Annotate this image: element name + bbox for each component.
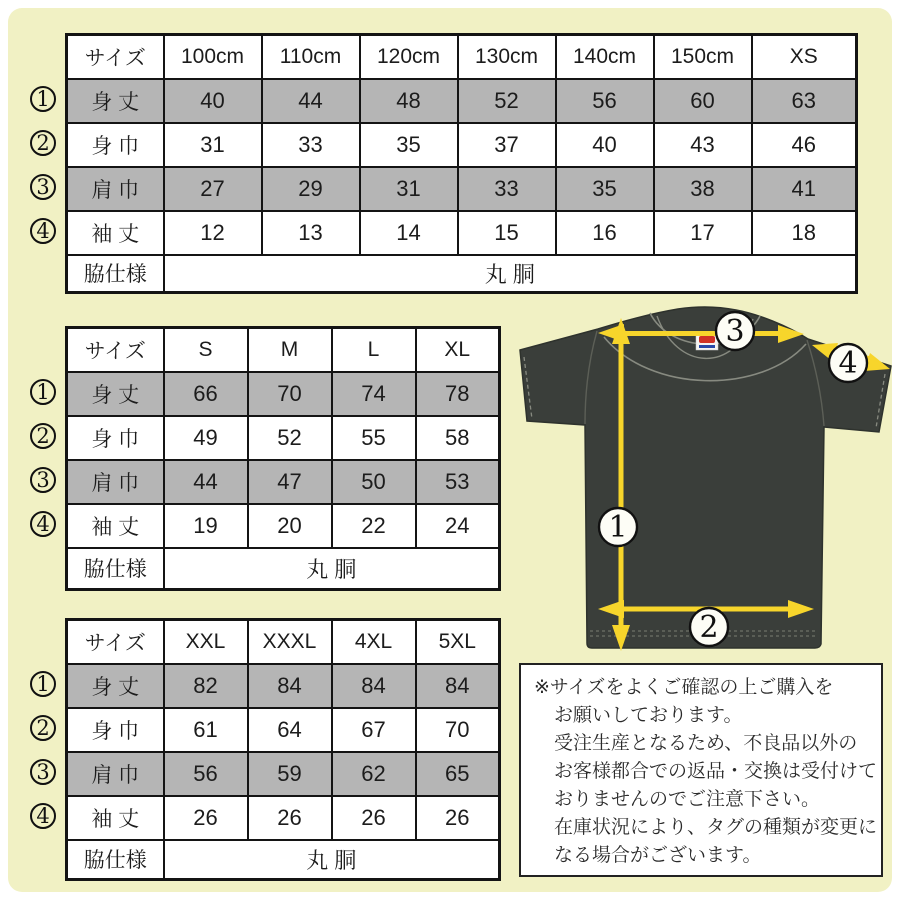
value-cell: 24 — [416, 504, 500, 548]
value-cell: 61 — [164, 708, 248, 752]
marker-2-digit: 2 — [699, 610, 719, 645]
row-label-cell: 身 巾 — [67, 416, 164, 460]
value-cell: 67 — [332, 708, 416, 752]
value-cell: 12 — [164, 211, 262, 255]
footer-value-cell: 丸 胴 — [164, 255, 857, 293]
value-cell: 82 — [164, 664, 248, 708]
column-header-cell: XXXL — [248, 620, 332, 664]
marker-circle-4 — [829, 344, 867, 382]
row-label-cell: 肩 巾 — [67, 460, 164, 504]
value-cell: 15 — [458, 211, 556, 255]
value-cell: 33 — [458, 167, 556, 211]
value-cell: 66 — [164, 372, 248, 416]
note-line: なる場合がございます。 — [554, 845, 762, 866]
value-cell: 50 — [332, 460, 416, 504]
value-cell: 58 — [416, 416, 500, 460]
note-line: お願いしております。 — [554, 705, 743, 726]
value-cell: 27 — [164, 167, 262, 211]
value-cell: 37 — [458, 123, 556, 167]
measure-row — [67, 372, 500, 416]
size-header-cell: サイズ — [67, 35, 164, 79]
marker-circle-2 — [690, 608, 728, 646]
row-label-cell: 肩 巾 — [67, 167, 164, 211]
value-cell: 84 — [248, 664, 332, 708]
row-label-cell: 身 巾 — [67, 708, 164, 752]
row-label-cell: 袖 丈 — [67, 504, 164, 548]
column-header-cell: S — [164, 328, 248, 372]
measure-row — [67, 664, 500, 708]
row-marker-3: 3 — [30, 467, 56, 493]
marker-circle-1 — [599, 508, 637, 546]
value-cell: 14 — [360, 211, 458, 255]
row-label-cell: 身 丈 — [67, 372, 164, 416]
value-cell: 70 — [416, 708, 500, 752]
footer-label-cell: 脇仕様 — [67, 548, 164, 590]
column-header-cell: 140cm — [556, 35, 654, 79]
value-cell: 60 — [654, 79, 752, 123]
measure-row — [67, 79, 857, 123]
value-cell: 56 — [164, 752, 248, 796]
value-cell: 46 — [752, 123, 857, 167]
value-cell: 47 — [248, 460, 332, 504]
row-label-cell: 身 巾 — [67, 123, 164, 167]
row-marker-2: 2 — [30, 423, 56, 449]
footer-label-cell: 脇仕様 — [67, 840, 164, 880]
size-table-kids — [65, 33, 858, 294]
value-cell: 48 — [360, 79, 458, 123]
measure-row — [67, 796, 500, 840]
footer-value-cell: 丸 胴 — [164, 548, 500, 590]
row-marker-1: 1 — [30, 379, 56, 405]
note-line: おりませんのでご注意下さい。 — [554, 789, 821, 810]
column-header-cell: L — [332, 328, 416, 372]
footer-label-cell: 脇仕様 — [67, 255, 164, 293]
size-header-cell: サイズ — [67, 328, 164, 372]
value-cell: 31 — [164, 123, 262, 167]
value-cell: 18 — [752, 211, 857, 255]
tshirt-diagram — [500, 293, 900, 665]
row-label-cell: 袖 丈 — [67, 796, 164, 840]
measure-row — [67, 752, 500, 796]
marker-4-digit: 4 — [838, 346, 858, 381]
row-label-cell: 肩 巾 — [67, 752, 164, 796]
row-marker-3: 3 — [30, 759, 56, 785]
measure-row — [67, 123, 857, 167]
value-cell: 49 — [164, 416, 248, 460]
value-cell: 84 — [416, 664, 500, 708]
column-header-cell: 5XL — [416, 620, 500, 664]
value-cell: 64 — [248, 708, 332, 752]
value-cell: 41 — [752, 167, 857, 211]
value-cell: 38 — [654, 167, 752, 211]
value-cell: 62 — [332, 752, 416, 796]
value-cell: 26 — [164, 796, 248, 840]
row-label-cell: 袖 丈 — [67, 211, 164, 255]
value-cell: 52 — [458, 79, 556, 123]
value-cell: 29 — [262, 167, 360, 211]
value-cell: 31 — [360, 167, 458, 211]
row-label-cell: 身 丈 — [67, 79, 164, 123]
value-cell: 74 — [332, 372, 416, 416]
note-line: 受注生産となるため、不良品以外の — [554, 733, 858, 754]
column-header-cell: XL — [416, 328, 500, 372]
column-header-cell: XXL — [164, 620, 248, 664]
value-cell: 78 — [416, 372, 500, 416]
value-cell: 19 — [164, 504, 248, 548]
value-cell: 16 — [556, 211, 654, 255]
row-marker-3: 3 — [30, 174, 56, 200]
note-line: 在庫状況により、タグの種類が変更に — [554, 817, 878, 838]
value-cell: 13 — [262, 211, 360, 255]
marker-circle-3 — [716, 312, 754, 350]
column-header-cell: 110cm — [262, 35, 360, 79]
note-line: お客様都合での返品・交換は受付けて — [554, 761, 878, 782]
value-cell: 22 — [332, 504, 416, 548]
value-cell: 70 — [248, 372, 332, 416]
value-cell: 56 — [556, 79, 654, 123]
value-cell: 63 — [752, 79, 857, 123]
value-cell: 26 — [332, 796, 416, 840]
value-cell: 33 — [262, 123, 360, 167]
row-marker-2: 2 — [30, 715, 56, 741]
value-cell: 59 — [248, 752, 332, 796]
marker-1-digit: 1 — [608, 510, 628, 545]
measure-row — [67, 211, 857, 255]
purchase-note-box — [519, 663, 883, 877]
measure-row — [67, 167, 857, 211]
size-table-big — [65, 618, 501, 881]
column-header-cell: 100cm — [164, 35, 262, 79]
column-header-cell: M — [248, 328, 332, 372]
size-header-cell: サイズ — [67, 620, 164, 664]
value-cell: 20 — [248, 504, 332, 548]
value-cell: 26 — [416, 796, 500, 840]
row-marker-2: 2 — [30, 130, 56, 156]
row-marker-1: 1 — [30, 86, 56, 112]
value-cell: 17 — [654, 211, 752, 255]
column-header-cell: 150cm — [654, 35, 752, 79]
row-marker-4: 4 — [30, 803, 56, 829]
measure-row — [67, 708, 500, 752]
value-cell: 55 — [332, 416, 416, 460]
value-cell: 26 — [248, 796, 332, 840]
row-marker-4: 4 — [30, 511, 56, 537]
value-cell: 52 — [248, 416, 332, 460]
value-cell: 40 — [164, 79, 262, 123]
row-marker-4: 4 — [30, 218, 56, 244]
marker-3-digit: 3 — [725, 314, 745, 349]
size-table-adult — [65, 326, 501, 591]
row-marker-1: 1 — [30, 671, 56, 697]
measure-row — [67, 460, 500, 504]
row-label-cell: 身 丈 — [67, 664, 164, 708]
column-header-cell: 120cm — [360, 35, 458, 79]
measure-row — [67, 416, 500, 460]
column-header-cell: 130cm — [458, 35, 556, 79]
value-cell: 53 — [416, 460, 500, 504]
column-header-cell: 4XL — [332, 620, 416, 664]
value-cell: 35 — [360, 123, 458, 167]
footer-value-cell: 丸 胴 — [164, 840, 500, 880]
value-cell: 44 — [262, 79, 360, 123]
column-header-cell: XS — [752, 35, 857, 79]
value-cell: 44 — [164, 460, 248, 504]
note-line: ※サイズをよくご確認の上ご購入を — [534, 677, 834, 698]
value-cell: 35 — [556, 167, 654, 211]
value-cell: 40 — [556, 123, 654, 167]
value-cell: 84 — [332, 664, 416, 708]
value-cell: 65 — [416, 752, 500, 796]
measure-row — [67, 504, 500, 548]
value-cell: 43 — [654, 123, 752, 167]
